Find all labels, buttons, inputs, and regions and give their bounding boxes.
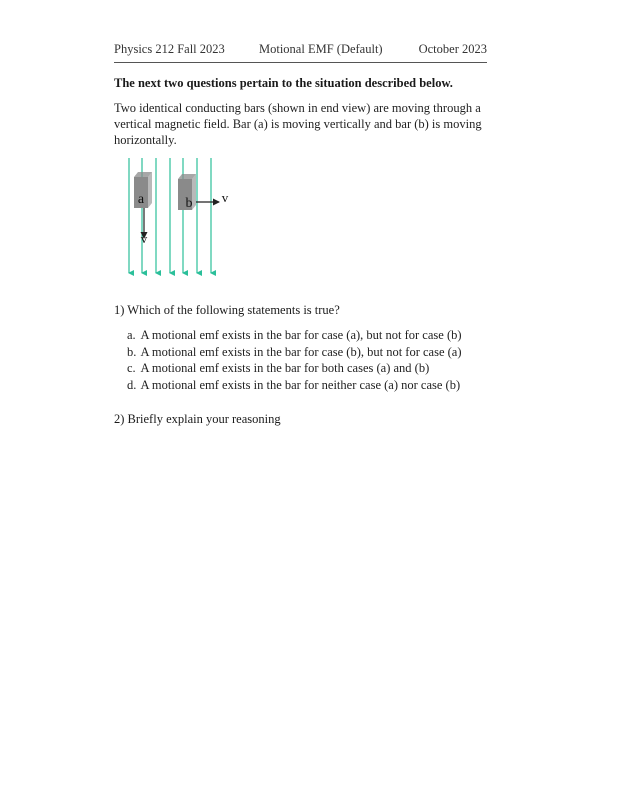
lead-instruction: The next two questions pertain to the situation described below.	[114, 76, 453, 90]
situation-description: Two identical conducting bars (shown in end view) are moving through a vertical magnetic field. Bar (a) is moving vertically and bar (b) is moving horizontally.	[114, 101, 482, 147]
option-text: A motional emf exists in the bar for neither case (a) nor case (b)	[140, 377, 461, 392]
velocity-label-a: v	[140, 231, 148, 246]
course-name: Physics 212 Fall 2023	[114, 42, 225, 56]
option-text: A motional emf exists in the bar for case (b), but not for case (a)	[140, 344, 462, 359]
question-1-prompt: 1) Which of the following statements is true?	[114, 303, 340, 317]
header-divider	[114, 62, 487, 63]
option-letter: a.	[127, 328, 136, 342]
option-letter: b.	[127, 344, 137, 359]
question-1-options	[127, 327, 462, 393]
header-date: October 2023	[418, 42, 487, 56]
option-b	[127, 344, 462, 361]
bar-b	[178, 174, 196, 211]
option-text: A motional emf exists in the bar for both cases (a) and (b)	[140, 361, 430, 375]
option-c	[127, 360, 462, 377]
assignment-title: Motional EMF (Default)	[259, 42, 383, 56]
bar-a	[134, 172, 152, 208]
figure-svg	[120, 155, 250, 280]
option-d	[127, 377, 462, 394]
bar-b-label: b	[185, 196, 193, 211]
option-letter: d.	[127, 377, 137, 392]
option-text: A motional emf exists in the bar for case (a), but not for case (b)	[140, 328, 462, 342]
option-a	[127, 327, 462, 344]
magnetic-field-figure	[120, 155, 250, 280]
bar-a-label: a	[137, 192, 145, 207]
page-header	[114, 42, 487, 62]
velocity-label-b: v	[221, 190, 229, 205]
question-2-prompt: 2) Briefly explain your reasoning	[114, 412, 281, 426]
option-letter: c.	[127, 361, 136, 375]
